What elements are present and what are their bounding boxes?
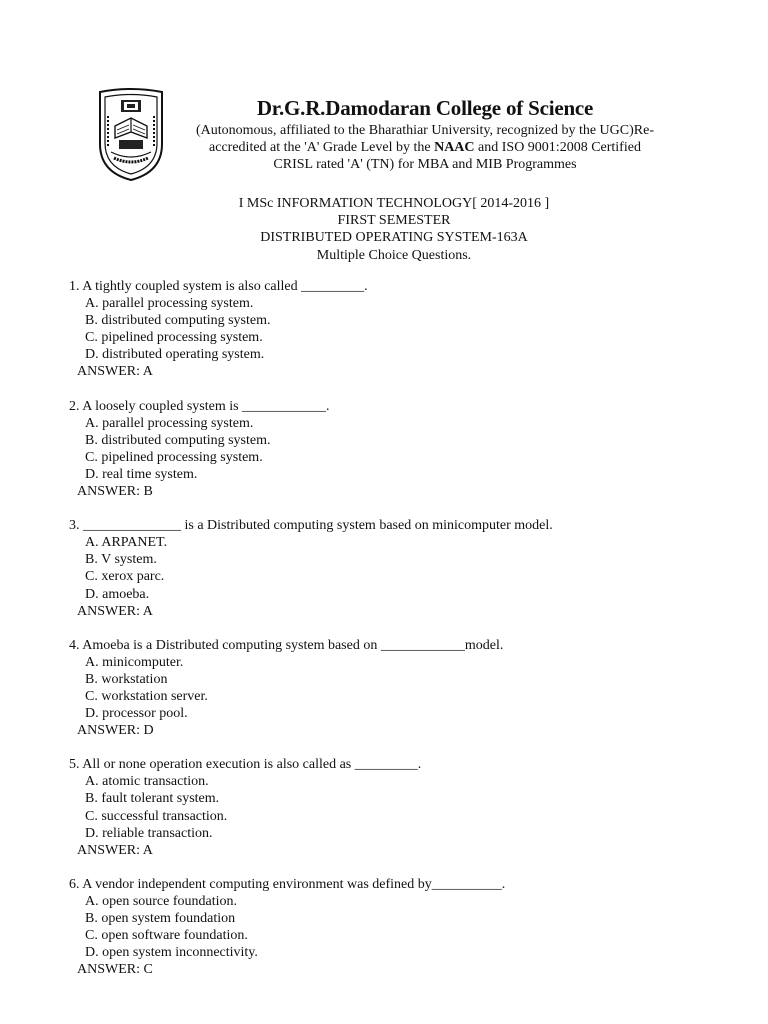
option-b: B. open system foundation: [85, 911, 236, 926]
option-d: D. amoeba.: [85, 586, 150, 602]
option-d: D. processor pool.: [85, 706, 188, 722]
option-d: D. real time system.: [85, 466, 198, 482]
answer: ANSWER: D: [77, 723, 154, 739]
accreditation-naac: NAAC: [434, 140, 475, 155]
option-a: A. minicomputer.: [85, 654, 184, 670]
question-4: [69, 637, 709, 740]
answer: ANSWER: B: [77, 484, 153, 500]
option-a: A. atomic transaction.: [85, 774, 209, 790]
option-a: A. parallel processing system.: [85, 296, 254, 312]
accreditation-line: [160, 139, 690, 156]
answer: ANSWER: C: [77, 962, 153, 978]
accreditation-text-post: and ISO 9001:2008 Certified: [474, 140, 641, 155]
option-c: C. workstation server.: [85, 688, 208, 704]
option-b: B. fault tolerant system.: [85, 791, 220, 807]
rating-line: CRISL rated 'A' (TN) for MBA and MIB Programmes: [273, 157, 577, 172]
semester-title: FIRST SEMESTER: [337, 213, 451, 229]
option-b: B. V system.: [85, 552, 157, 568]
option-c: C. xerox parc.: [85, 569, 165, 585]
exam-info: [0, 195, 768, 264]
accreditation-text-pre: accredited at the 'A' Grade Level by the: [209, 140, 435, 155]
option-b: B. workstation: [85, 671, 168, 687]
answer: ANSWER: A: [77, 603, 153, 619]
question-6: [69, 876, 709, 979]
option-c: C. successful transaction.: [85, 808, 228, 824]
answer: ANSWER: A: [77, 842, 153, 858]
option-d: D. open system inconnectivity.: [85, 945, 258, 961]
question-1: [69, 278, 709, 381]
option-a: A. open source foundation.: [85, 893, 238, 909]
option-d: D. reliable transaction.: [85, 825, 213, 841]
course-title: I MSc INFORMATION TECHNOLOGY[ 2014-2016 ]: [238, 196, 550, 211]
question-stem: 6. A vendor independent computing environment was defined by__________.: [69, 876, 506, 892]
question-stem: 4. Amoeba is a Distributed computing system based on ____________model.: [69, 637, 504, 653]
question-stem: 5. All or none operation execution is also called as _________.: [69, 757, 422, 773]
option-b: B. distributed computing system.: [85, 313, 271, 329]
subject-title: DISTRIBUTED OPERATING SYSTEM-163A: [260, 230, 528, 246]
college-name: Dr.G.R.Damodaran College of Science: [256, 96, 594, 120]
option-c: C. open software foundation.: [85, 928, 248, 944]
option-c: C. pipelined processing system.: [85, 449, 263, 465]
option-a: A. parallel processing system.: [85, 415, 254, 431]
question-2: [69, 398, 709, 501]
option-b: B. distributed computing system.: [85, 432, 271, 448]
question-stem: 2. A loosely coupled system is ____________.: [69, 398, 330, 414]
question-5: [69, 756, 709, 859]
option-d: D. distributed operating system.: [85, 347, 265, 363]
exam-type: Multiple Choice Questions.: [316, 247, 472, 263]
college-logo: [94, 86, 168, 184]
question-stem: 1. A tightly coupled system is also called _________.: [69, 279, 368, 294]
question-3: [69, 517, 709, 620]
question-list: [69, 278, 709, 995]
affiliation-line: (Autonomous, affiliated to the Bharathiar University, recognized by the UGC)Re-: [196, 123, 654, 138]
answer: ANSWER: A: [77, 364, 153, 380]
option-c: C. pipelined processing system.: [85, 330, 263, 346]
question-stem: 3. ______________ is a Distributed computing system based on minicomputer model.: [69, 518, 553, 534]
document-header: [160, 94, 690, 173]
option-a: A. ARPANET.: [85, 535, 168, 551]
